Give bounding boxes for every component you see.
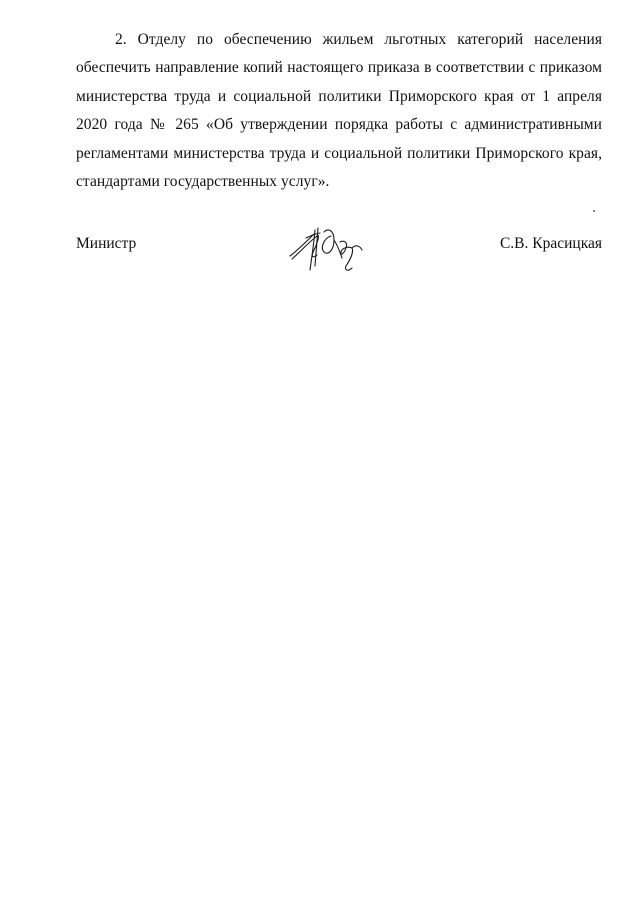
handwritten-signature-icon <box>284 212 376 280</box>
signer-position: Министр <box>76 235 137 252</box>
scan-speck <box>593 210 595 212</box>
signature-block <box>76 232 602 268</box>
signer-name: С.В. Красицкая <box>499 235 602 252</box>
order-paragraph-2: 2. Отделу по обеспечению жильем льготных категорий населения обеспечить направление копий настоящего приказа в соответствии с приказом министерства труда и социальной политики Приморского края от 1 апреля 2020 года № 265 «Об утверждении порядка работы с административными регламентами министерства труда и социальной политики Приморского края, стандартами государственных услуг». <box>76 31 602 191</box>
